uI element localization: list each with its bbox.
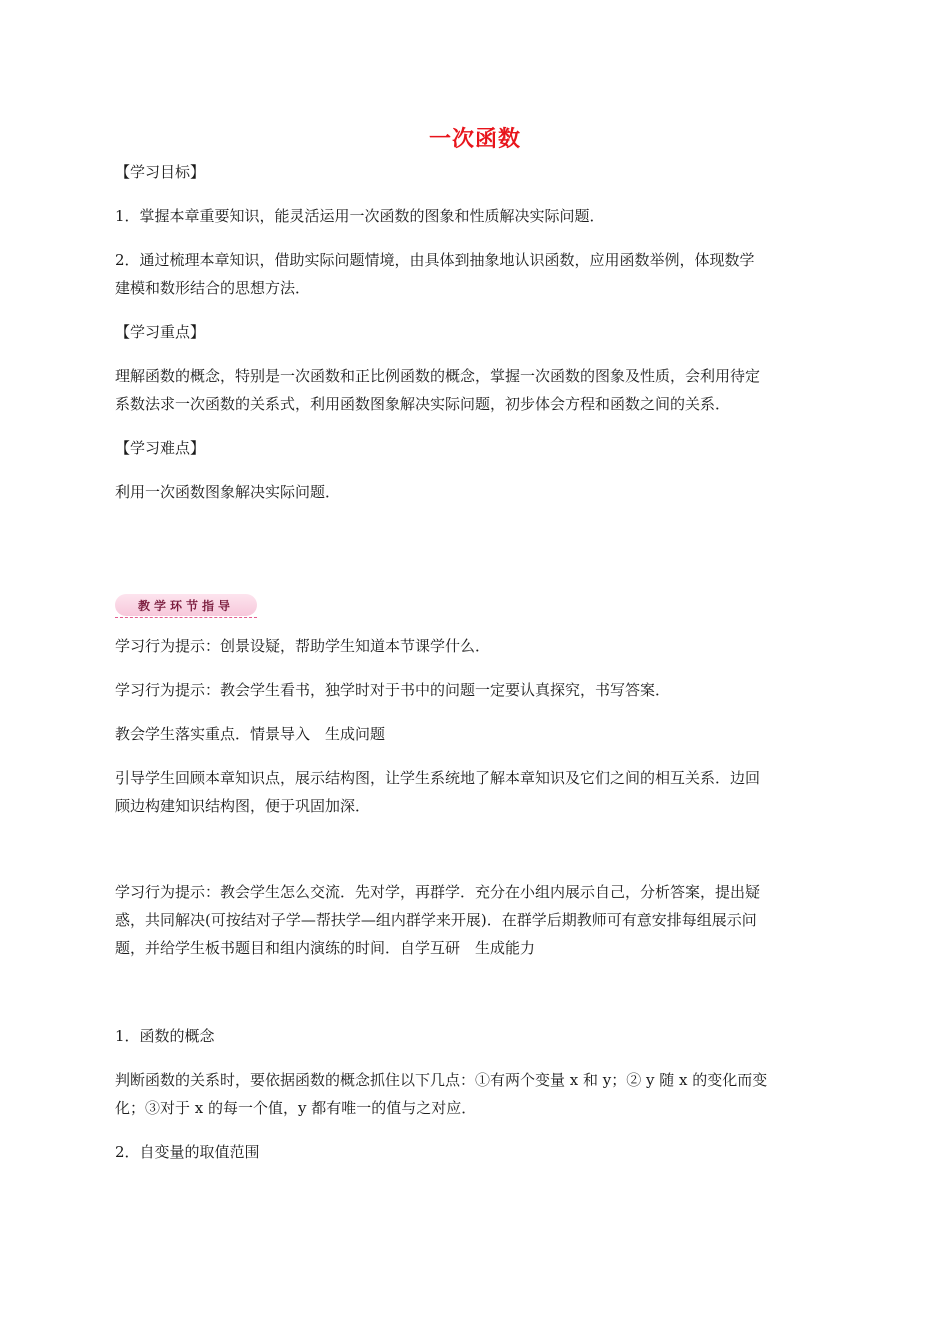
objective-2-line-2: 建模和数形结合的思想方法． [115,279,311,297]
banner-dashed-underline [115,617,257,618]
guidance-hint-3: 教会学生落实重点．情景导入 生成问题 [115,725,386,743]
content-item-2-title: 2．自变量的取值范围 [115,1143,260,1161]
exchange-line-2: 惑，共同解决(可按结对子学—帮扶学—组内群学来开展)．在群学后期教师可有意安排每组展示问 [115,911,757,929]
difficulty-text: 利用一次函数图象解决实际问题． [115,483,341,501]
objectives-heading: 【学习目标】 [115,163,206,181]
key-points-line-1: 理解函数的概念，特别是一次函数和正比例函数的概念，掌握一次函数的图象及性质，会利用待定 [115,367,761,385]
key-points-line-2: 系数法求一次函数的关系式，利用函数图象解决实际问题，初步体会方程和函数之间的关系． [115,395,731,413]
teaching-guide-banner [115,594,257,618]
content-item-1-line-1: 判断函数的关系时，要依据函数的概念抓住以下几点：①有两个变量 x 和 y；② y 随 x 的变化而变 [115,1071,768,1089]
banner-label: 教学环节指导 [137,598,234,613]
page-title: 一次函数 [428,127,521,152]
review-line-2: 顾边构建知识结构图，便于巩固加深． [115,797,371,815]
review-line-1: 引导学生回顾本章知识点，展示结构图，让学生系统地了解本章知识及它们之间的相互关系．边回 [115,769,761,787]
exchange-line-3: 题，并给学生板书题目和组内演练的时间．自学互研 生成能力 [115,939,536,957]
key-points-heading: 【学习重点】 [115,323,206,341]
content-item-1-line-2: 化；③对于 x 的每一个值，y 都有唯一的值与之对应． [115,1099,477,1117]
guidance-hint-1: 学习行为提示：创景设疑，帮助学生知道本节课学什么． [115,637,491,655]
difficulty-heading: 【学习难点】 [115,439,206,457]
objective-2-line-1: 2．通过梳理本章知识，借助实际问题情境，由具体到抽象地认识函数，应用函数举例，体现数学 [115,251,755,269]
exchange-line-1: 学习行为提示：教会学生怎么交流．先对学，再群学．充分在小组内展示自己，分析答案，提出疑 [115,883,761,901]
content-item-1-title: 1．函数的概念 [115,1027,215,1045]
objective-1: 1．掌握本章重要知识，能灵活运用一次函数的图象和性质解决实际问题． [115,207,605,225]
guidance-hint-2: 学习行为提示：教会学生看书，独学时对于书中的问题一定要认真探究，书写答案． [115,681,671,699]
